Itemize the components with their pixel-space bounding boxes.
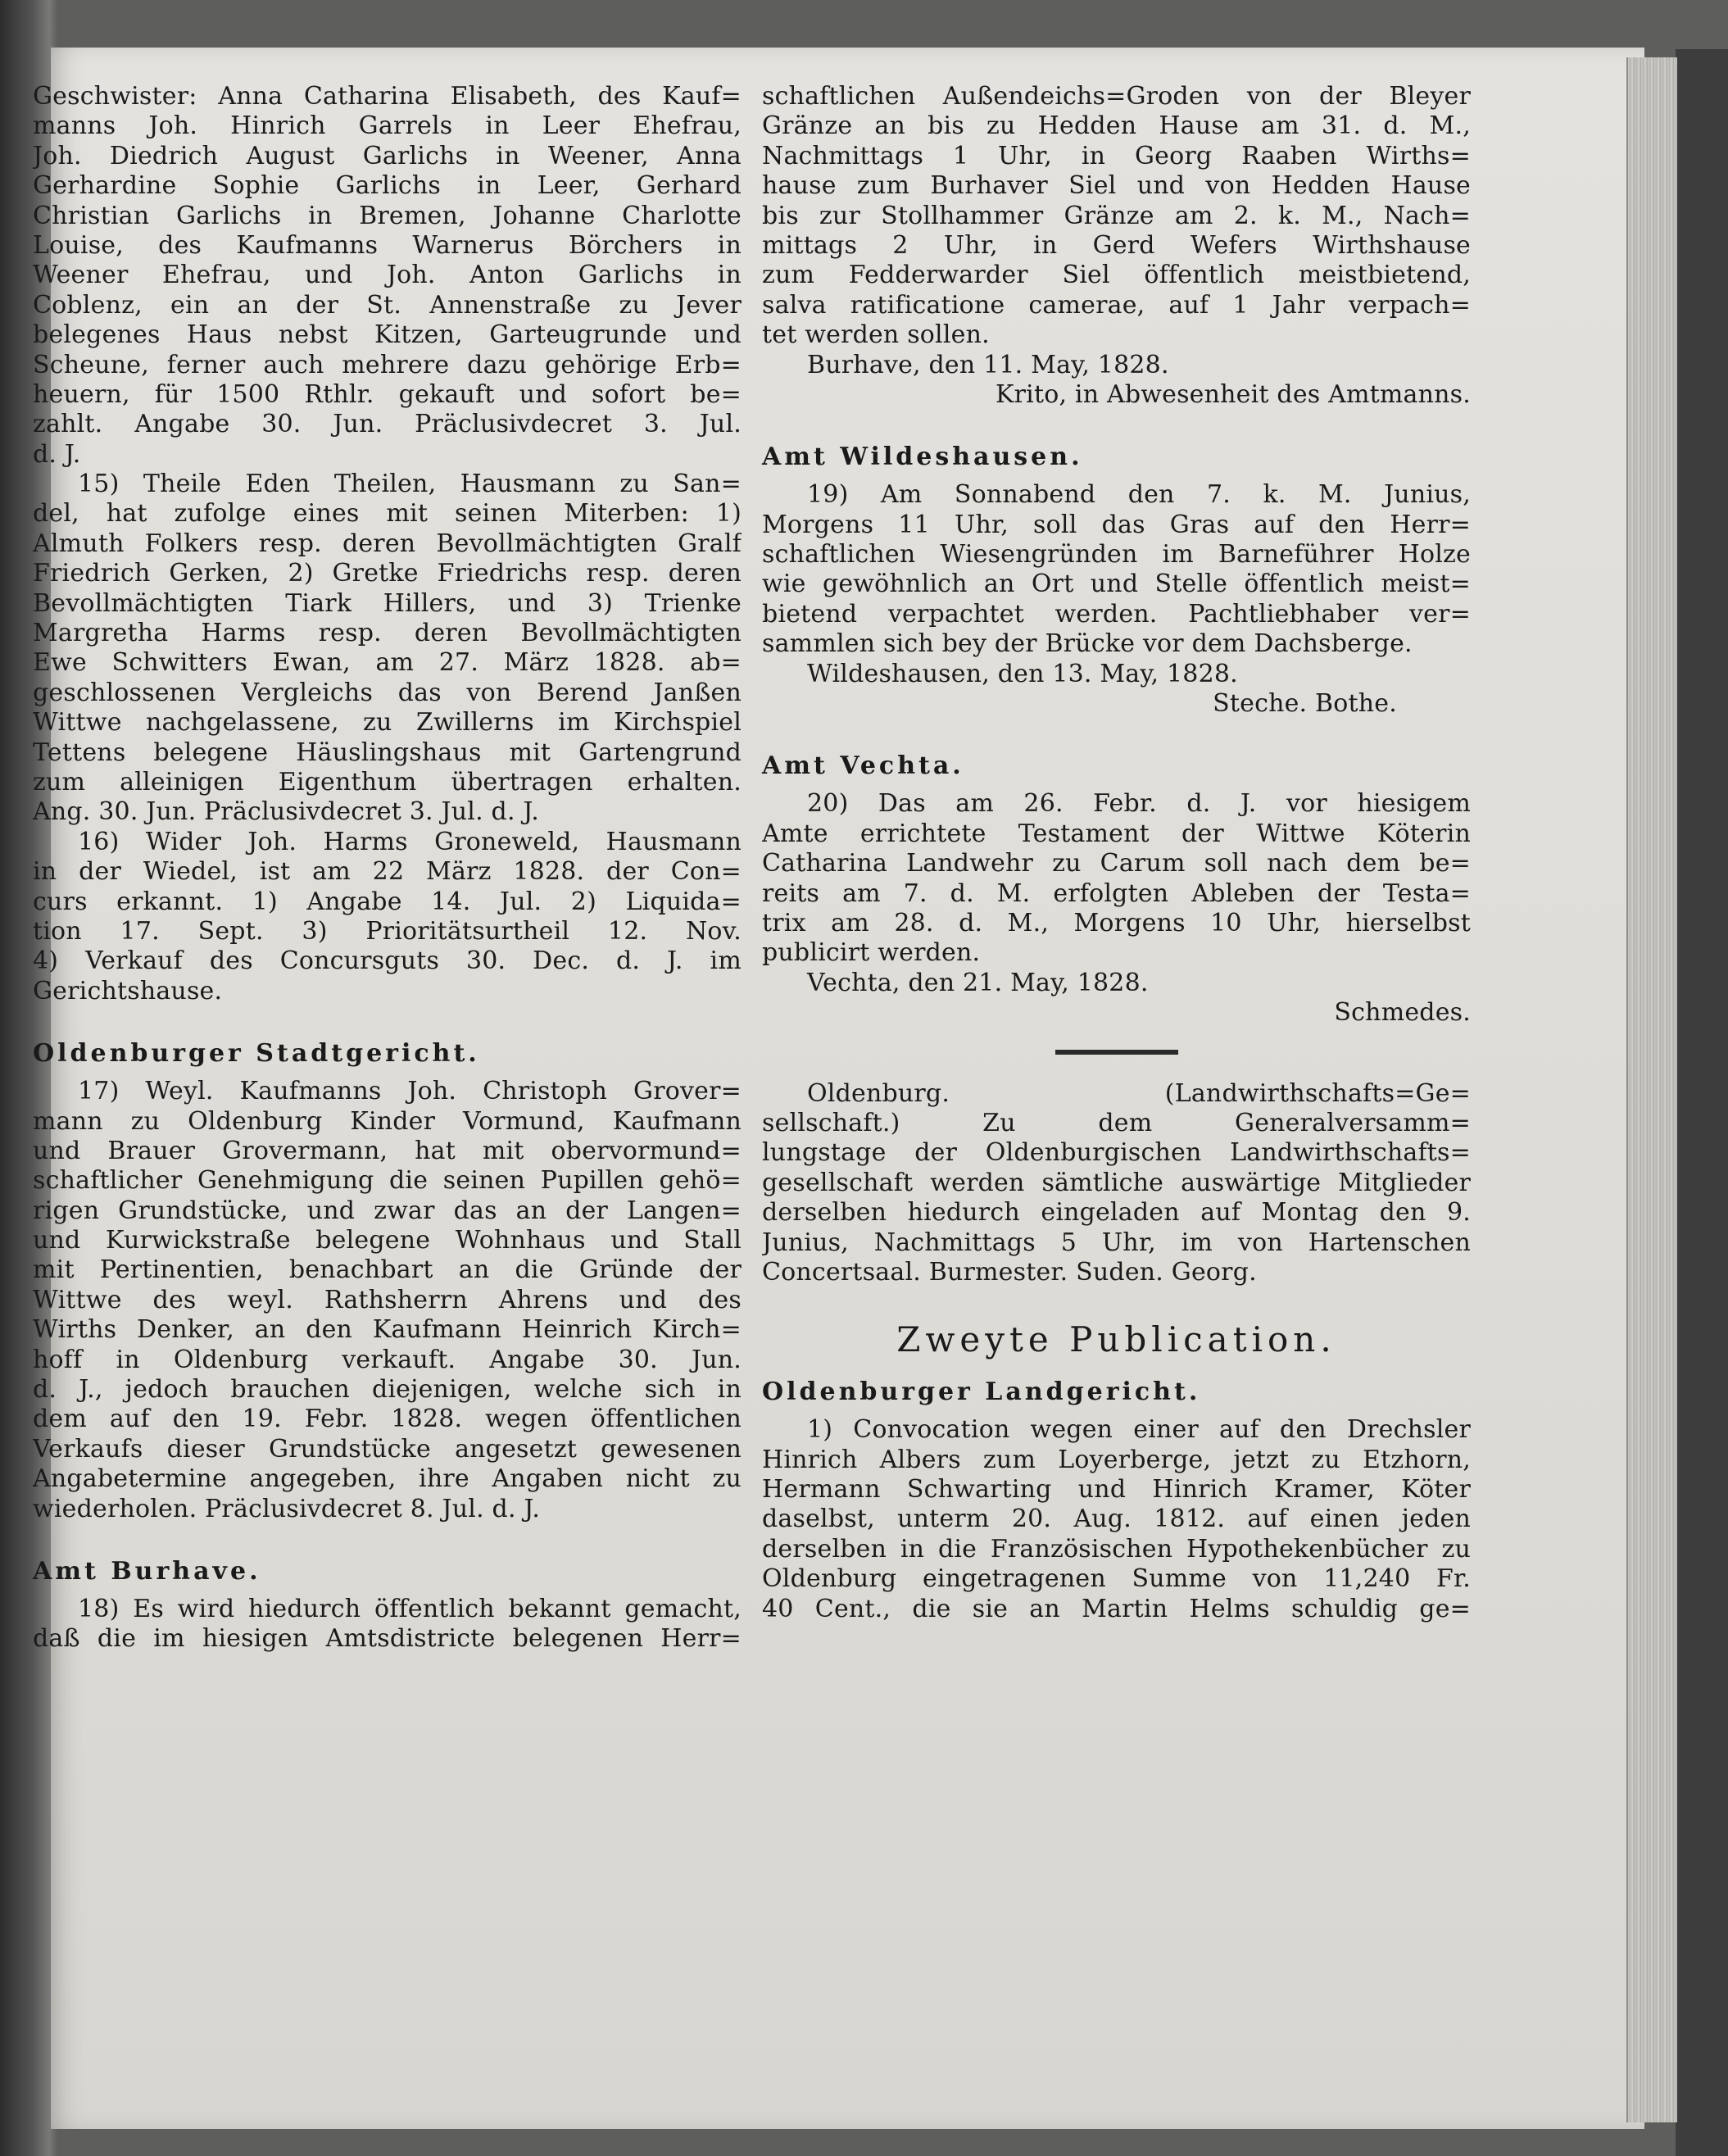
text-line: 4) Verkauf des Concursguts 30. Dec. d. J. im — [33, 946, 742, 976]
text-line: Gränze an bis zu Hedden Hause am 31. d. M., — [762, 111, 1471, 141]
text-line: mann zu Oldenburg Kinder Vormund, Kaufmann — [33, 1106, 742, 1136]
paragraph-item-19 — [762, 480, 1471, 659]
text-line: und Brauer Grovermann, hat mit obervormund= — [33, 1136, 742, 1165]
text-line: Scheune, ferner auch mehrere dazu gehörige Erb= — [33, 350, 742, 379]
text-line: Concertsaal. Burmester. Suden. Georg. — [762, 1257, 1257, 1287]
text-line: 15) Theile Eden Theilen, Hausmann zu San= — [78, 470, 742, 499]
text-line: Oldenburg. (Landwirthschafts=Ge= — [807, 1078, 1471, 1108]
text-line: publicirt werden. — [762, 938, 981, 968]
wildeshausen-dateline: Wildeshausen, den 13. May, 1828. — [807, 659, 1238, 688]
left-column — [33, 82, 742, 1654]
wildeshausen-signature: Steche. Bothe. — [1213, 689, 1397, 719]
paragraph-item-18-continued — [762, 82, 1471, 351]
text-line: tion 17. Sept. 3) Prioritätsurtheil 12. Nov. — [33, 916, 742, 946]
text-line: 19) Am Sonnabend den 7. k. M. Junius, — [807, 480, 1471, 510]
text-line: Almuth Folkers resp. deren Bevollmächtigten Gralf — [33, 529, 742, 558]
text-line: geschlossenen Vergleichs das von Berend Janßen — [33, 678, 742, 707]
scan-edge-shadow — [1676, 49, 1728, 2156]
paragraph-item-15 — [33, 470, 742, 828]
text-line: hause zum Burhaver Siel und von Hedden Hause — [762, 171, 1471, 201]
text-line: mit Pertinentien, benachbart an die Gründe der — [33, 1255, 742, 1285]
heading-amt-vechta: Amt Vechta. — [762, 751, 964, 781]
text-line: tet werden sollen. — [762, 320, 990, 350]
text-line: Ewe Schwitters Ewan, am 27. März 1828. ab= — [33, 648, 742, 678]
heading-zweyte-publication: Zweyte Publication. — [896, 1319, 1336, 1360]
vechta-dateline: Vechta, den 21. May, 1828. — [807, 968, 1149, 997]
text-line: Gerhardine Sophie Garlichs in Leer, Gerhard — [33, 171, 742, 201]
text-line: Louise, des Kaufmanns Warnerus Börchers in — [33, 230, 742, 260]
text-line: und Kurwickstraße belegene Wohnhaus und Stall — [33, 1226, 742, 1255]
text-line: manns Joh. Hinrich Garrels in Leer Ehefrau, — [33, 111, 742, 141]
text-line: wiederholen. Präclusivdecret 8. Jul. d. J. — [33, 1494, 541, 1523]
text-line: curs erkannt. 1) Angabe 14. Jul. 2) Liquida= — [33, 887, 742, 916]
heading-amt-wildeshausen: Amt Wildeshausen. — [762, 443, 1083, 472]
paragraph-item-17 — [33, 1077, 742, 1524]
text-line: salva ratificatione camerae, auf 1 Jahr verpach= — [762, 290, 1471, 320]
text-line: d. J., jedoch brauchen diejenigen, welche sich in — [33, 1375, 742, 1405]
text-line: Joh. Diedrich August Garlichs in Weener, Anna — [33, 141, 742, 170]
text-line: belegenes Haus nebst Kitzen, Garteugrunde und — [33, 320, 742, 350]
text-line: trix am 28. d. M., Morgens 10 Uhr, hierselbst — [762, 908, 1471, 937]
text-line: bietend verpachtet werden. Pachtliebhaber ver= — [762, 599, 1471, 629]
text-line: zum alleinigen Eigenthum übertragen erhalten. — [33, 767, 742, 797]
text-line: hoff in Oldenburg verkauft. Angabe 30. Jun. — [33, 1345, 742, 1374]
text-line: Oldenburg eingetragenen Summe von 11,240 Fr. — [762, 1564, 1471, 1594]
text-line: Bevollmächtigten Tiark Hillers, und 3) Trienke — [33, 588, 742, 618]
text-line: Weener Ehefrau, und Joh. Anton Garlichs in — [33, 261, 742, 290]
heading-stadtgericht: Oldenburger Stadtgericht. — [33, 1039, 480, 1069]
text-line: Margretha Harms resp. deren Bevollmächtigten — [33, 619, 742, 648]
paragraph-item-18 — [33, 1595, 742, 1654]
text-line: schaftlichen Außendeichs=Groden von der Bleyer — [762, 82, 1471, 111]
text-line: 40 Cent., die sie an Martin Helms schuldig ge= — [762, 1594, 1471, 1623]
text-line: Catharina Landwehr zu Carum soll nach dem be= — [762, 849, 1471, 878]
text-line: heuern, für 1500 Rthlr. gekauft und sofort be= — [33, 379, 742, 409]
right-column — [762, 82, 1471, 1624]
text-line: derselben in die Französischen Hypothekenbücher zu — [762, 1534, 1471, 1564]
text-line: in der Wiedel, ist am 22 März 1828. der Con= — [33, 857, 742, 887]
text-line: lungstage der Oldenburgischen Landwirthschafts= — [762, 1138, 1471, 1168]
text-line: 20) Das am 26. Febr. d. J. vor hiesigem — [807, 789, 1471, 819]
vechta-signature: Schmedes. — [1334, 998, 1471, 1028]
text-line: Gerichtshause. — [33, 976, 223, 1005]
text-line: Verkaufs dieser Grundstücke angesetzt gewesenen — [33, 1434, 742, 1464]
text-line: Angabetermine angegeben, ihre Angaben nicht zu — [33, 1464, 742, 1494]
burhave-dateline: Burhave, den 11. May, 1828. — [807, 350, 1169, 379]
text-line: daß die im hiesigen Amtsdistricte belegenen Herr= — [33, 1624, 742, 1654]
paragraph-landwirthschaft — [762, 1079, 1471, 1288]
text-line: Wittwe des weyl. Rathsherrn Ahrens und des — [33, 1285, 742, 1314]
text-line: Christian Garlichs in Bremen, Johanne Charlotte — [33, 201, 742, 230]
paragraph-item-1 — [762, 1415, 1471, 1624]
text-line: schaftlichen Wiesengründen im Barneführer Holze — [762, 540, 1471, 570]
text-line: zum Fedderwarder Siel öffentlich meistbietend, — [762, 261, 1471, 290]
text-line: 17) Weyl. Kaufmanns Joh. Christoph Grover= — [78, 1077, 742, 1106]
text-line: Hinrich Albers zum Loyerberge, jetzt zu Etzhorn, — [762, 1445, 1471, 1474]
text-line: daselbst, unterm 20. Aug. 1812. auf einen jeden — [762, 1505, 1471, 1534]
section-divider-rule — [1055, 1050, 1178, 1055]
text-line: Tettens belegene Häuslingshaus mit Gartengrund — [33, 738, 742, 767]
text-line: sellschaft.) Zu dem Generalversamm= — [762, 1108, 1471, 1137]
text-line: wie gewöhnlich an Ort und Stelle öffentlich meist= — [762, 570, 1471, 599]
paragraph-heirs — [33, 82, 742, 470]
text-line: reits am 7. d. M. erfolgten Ableben der Testa= — [762, 878, 1471, 908]
text-line: 18) Es wird hiedurch öffentlich bekannt gemacht, — [78, 1594, 742, 1623]
text-line: Geschwister: Anna Catharina Elisabeth, des Kauf= — [33, 82, 742, 111]
text-line: rigen Grundstücke, und zwar das an der Langen= — [33, 1196, 742, 1225]
text-line: gesellschaft werden sämtliche auswärtige Mitglieder — [762, 1168, 1471, 1197]
text-line: Hermann Schwarting und Hinrich Kramer, Köter — [762, 1475, 1471, 1505]
paragraph-item-16 — [33, 828, 742, 1006]
text-line: Ang. 30. Jun. Präclusivdecret 3. Jul. d. J. — [33, 797, 540, 827]
text-line: 1) Convocation wegen einer auf den Drechsler — [807, 1415, 1471, 1445]
text-line: sammlen sich bey der Brücke vor dem Dachsberge. — [762, 629, 1413, 659]
text-line: Wittwe nachgelassene, zu Zwillerns im Kirchspiel — [33, 708, 742, 738]
text-line: Junius, Nachmittags 5 Uhr, im von Hartenschen — [762, 1228, 1471, 1257]
heading-amt-burhave: Amt Burhave. — [33, 1556, 261, 1586]
text-line: Coblenz, ein an der St. Annenstraße zu Jever — [33, 290, 742, 320]
text-line: del, hat zufolge eines mit seinen Miterben: 1) — [33, 499, 742, 529]
text-line: mittags 2 Uhr, in Gerd Wefers Wirthshause — [762, 230, 1471, 260]
text-line: d. J. — [33, 439, 81, 469]
text-line: Wirths Denker, an den Kaufmann Heinrich Kirch= — [33, 1315, 742, 1345]
page-stack-edge — [1626, 57, 1677, 2122]
text-line: derselben hiedurch eingeladen auf Montag den 9. — [762, 1198, 1471, 1228]
text-line: Morgens 11 Uhr, soll das Gras auf den Herr= — [762, 510, 1471, 539]
text-line: Amte errichtete Testament der Wittwe Köterin — [762, 819, 1471, 848]
text-line: bis zur Stollhammer Gränze am 2. k. M., Nach= — [762, 201, 1471, 230]
text-line: dem auf den 19. Febr. 1828. wegen öffentlichen — [33, 1405, 742, 1434]
burhave-signature: Krito, in Abwesenheit des Amtmanns. — [996, 379, 1471, 409]
text-line: Nachmittags 1 Uhr, in Georg Raaben Wirths= — [762, 141, 1471, 170]
text-line: 16) Wider Joh. Harms Groneweld, Hausmann — [78, 827, 742, 856]
paragraph-item-20 — [762, 789, 1471, 968]
text-line: zahlt. Angabe 30. Jun. Präclusivdecret 3. Jul. — [33, 410, 742, 439]
text-line: Friedrich Gerken, 2) Gretke Friedrichs resp. deren — [33, 559, 742, 588]
heading-oldenburger-landgericht: Oldenburger Landgericht. — [762, 1378, 1201, 1407]
text-line: schaftlicher Genehmigung die seinen Pupillen gehö= — [33, 1166, 742, 1196]
